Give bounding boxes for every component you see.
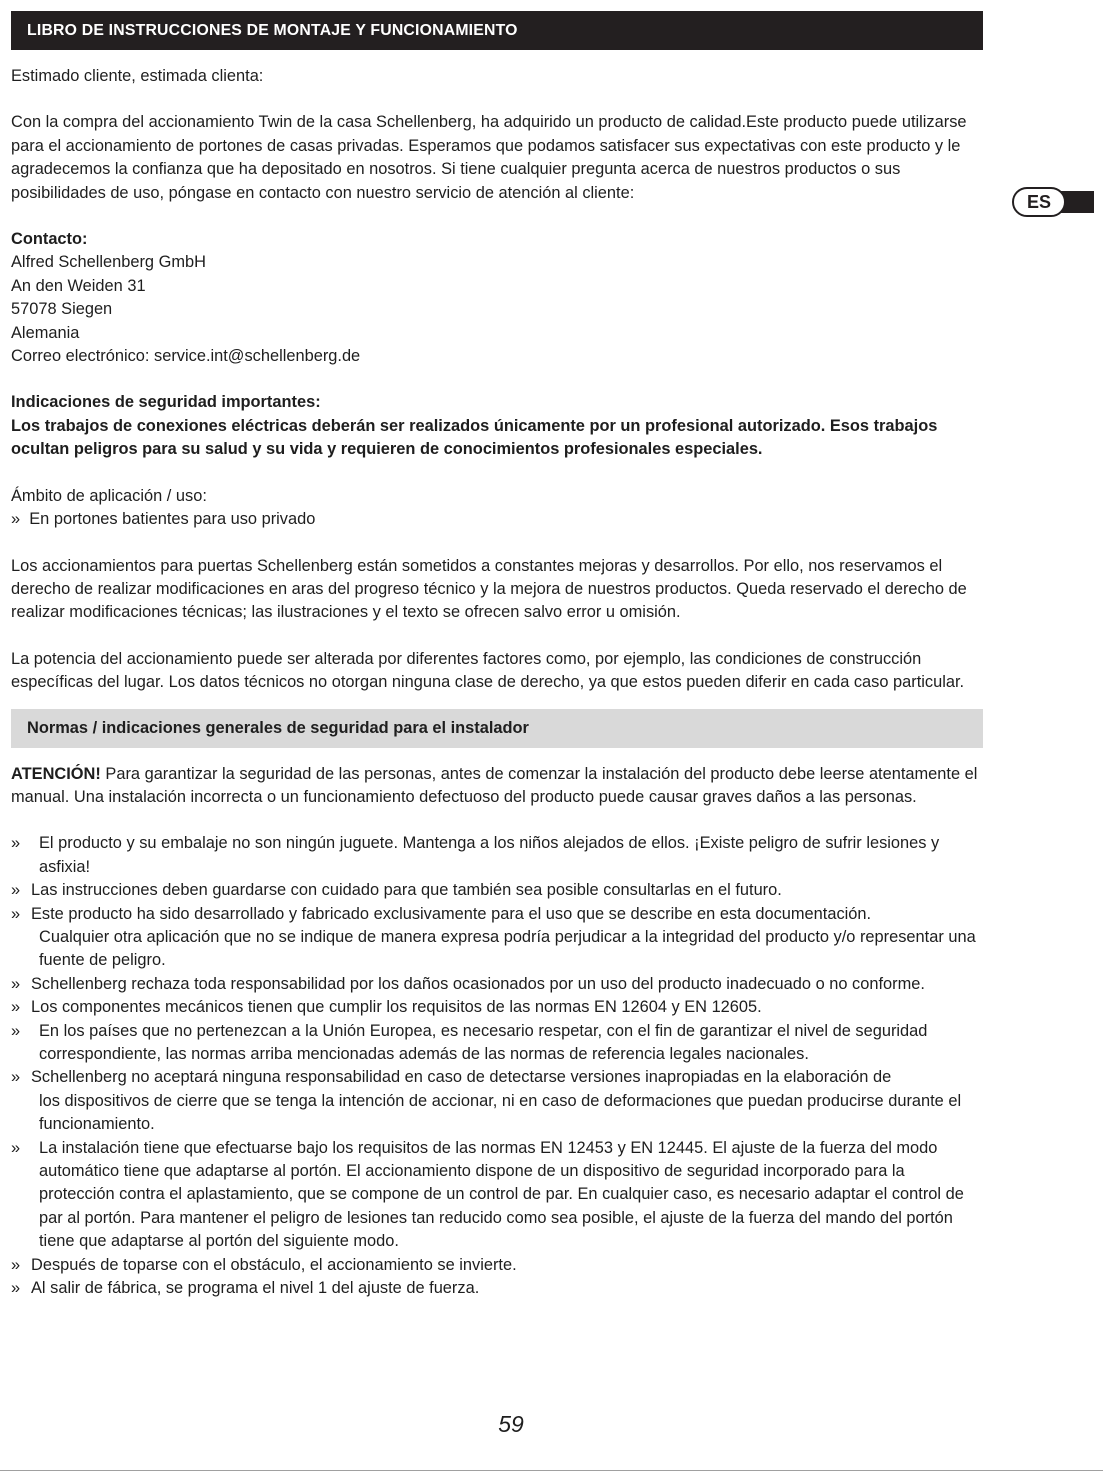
intro-paragraph: Con la compra del accionamiento Twin de la casa Schellenberg, ha adquirido un producto de calidad.Este producto puede utilizarse para el accionamiento de portones de casas privadas. Esperamos que podamos satisfacer sus expectativas con este producto y le agradecemos la confianza que ha depositado en nosotros. Si tiene cualquier pregunta acerca de nuestros productos o sus posibilidades de uso, póngase en contacto con nuestro servicio de atención al cliente: [11,113,967,202]
language-tab [1012,187,1094,217]
list-item: » En los países que no pertenezcan a la Unión Europea, es necesario respetar, con el fin de garantizar el nivel de seguridad correspondiente, las normas arriba mencionadas además de las normas de referencia legales nacionales. [11,1021,928,1063]
improvements-paragraph: Los accionamientos para puertas Schellenberg están sometidos a constantes mejoras y desarrollos. Por ello, nos reservamos el derecho de realizar modificaciones en aras del progreso técnico y la mejora de nuestros productos. Queda reservado el derecho de realizar modificaciones técnicas; las ilustraciones y el texto se ofrecen salvo error u omisión. [11,556,967,622]
norms-heading: Normas / indicaciones generales de seguridad para el instalador [11,709,983,748]
attention-label: ATENCIÓN! [11,764,101,783]
bullet-mark: » [11,510,21,529]
list-item: » Schellenberg no aceptará ninguna responsabilidad en caso de detectarse versiones inapropiadas en la elaboración de los dispositivos de cierre que se tenga la intención de accionar, ni en caso de deformaciones que puedan producirse durante el funcionamiento. [11,1068,962,1134]
list-item: » Al salir de fábrica, se programa el nivel 1 del ajuste de fuerza. [11,1279,480,1298]
contact-country: Alemania [11,323,80,342]
scope-item: » En portones batientes para uso privado [11,510,316,529]
greeting: Estimado cliente, estimada clienta: [11,67,264,85]
contact-heading: Contacto: [11,230,88,249]
list-item: » Schellenberg rechaza toda responsabilidad por los daños ocasionados por un uso del producto inadecuado o no conforme. [11,974,925,993]
scope-heading: Ámbito de aplicación / uso: [11,486,207,505]
attention-paragraph: ATENCIÓN! Para garantizar la seguridad de las personas, antes de comenzar la instalación del producto debe leerse atentamente el manual. Una instalación incorrecta o un funcionamiento defectuoso del producto puede causar graves daños a las personas. [11,764,978,806]
bottom-divider [0,1470,1103,1471]
list-item: » Las instrucciones deben guardarse con cuidado para que también sea posible consultarlas en el futuro. [11,881,782,900]
contact-email: Correo electrónico: service.int@schellenberg.de [11,347,361,366]
list-item: » El producto y su embalaje no son ningún juguete. Mantenga a los niños alejados de ellos. ¡Existe peligro de sufrir lesiones y asfixia! [11,834,940,876]
contact-company: Alfred Schellenberg GmbH [11,253,206,272]
safety-warning: Los trabajos de conexiones eléctricas deberán ser realizados únicamente por un profesional autorizado. Esos trabajos ocultan peligros para su salud y su vida y requieren de conocimientos profesionales especiales. [11,416,938,459]
list-item: » Este producto ha sido desarrollado y fabricado exclusivamente para el uso que se describe en esta documentación. Cualquier otra aplicación que no se indique de manera expresa podría perjudicar a la integridad del producto y/o representar una fuente de peligro. [11,904,976,970]
page-number: 59 [498,1411,524,1437]
page-title: LIBRO DE INSTRUCCIONES DE MONTAJE Y FUNCIONAMIENTO [11,11,983,50]
contact-street: An den Weiden 31 [11,276,146,295]
list-item: » Después de toparse con el obstáculo, el accionamiento se invierte. [11,1255,517,1274]
list-item: » Los componentes mecánicos tienen que cumplir los requisitos de las normas EN 12604 y EN 12605. [11,998,762,1017]
manual-page [11,11,983,1300]
power-paragraph: La potencia del accionamiento puede ser alterada por diferentes factores como, por ejemplo, las condiciones de construcción específicas del lugar. Los datos técnicos no otorgan ninguna clase de derecho, ya que estos pueden diferir en cada caso particular. [11,649,965,692]
safety-heading: Indicaciones de seguridad importantes: [11,393,321,412]
contact-city: 57078 Siegen [11,300,113,319]
language-label: ES [1012,187,1066,217]
safety-bullet-list [11,832,983,1300]
list-item: » La instalación tiene que efectuarse bajo los requisitos de las normas EN 12453 y EN 12445. El ajuste de la fuerza del modo automático tiene que adaptarse al portón. El accionamiento dispone de un dispositivo de seguridad incorporado para la protección contra el aplastamiento, que se compone de un control de par. En cualquier caso, es necesario adaptar el control de par al portón. Para mantener el peligro de lesiones tan reducido como sea posible, el ajuste de la fuerza del mando del portón tiene que adaptarse al portón del siguiente modo. [11,1138,964,1251]
